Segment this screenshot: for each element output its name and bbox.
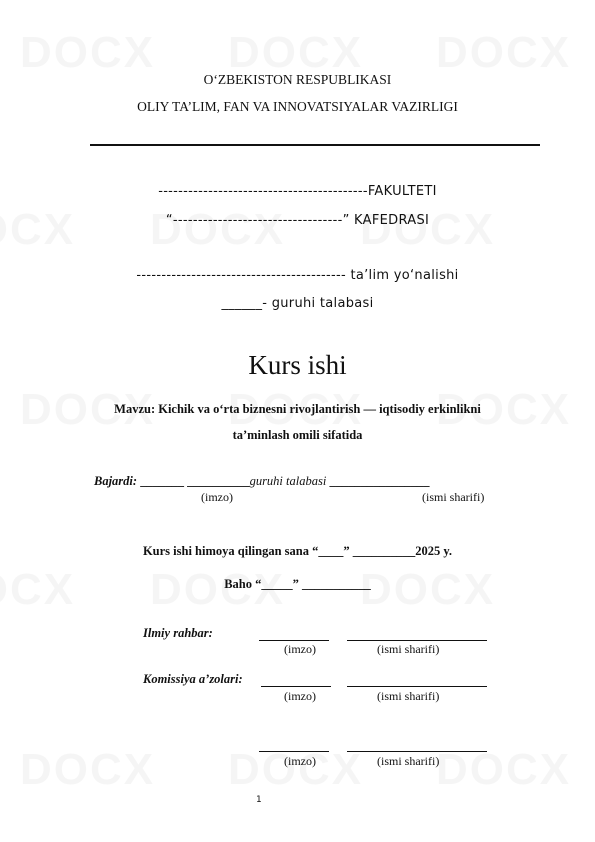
supervisor-name-caption: (ismi sharifi) (377, 642, 440, 656)
page-number: 1 (256, 795, 262, 805)
performer-sign-caption: (imzo) (201, 490, 233, 504)
grade-line: Baho “_____” ___________ (224, 577, 371, 591)
supervisor-name-line (347, 640, 487, 641)
department-line: “----------------------------------” KAFEDRASI (165, 213, 430, 228)
member-sign-caption: (imzo) (284, 754, 316, 768)
commission-sign-line (261, 686, 331, 687)
topic-text-1: Kichik va o‘rta biznesni rivojlantirish — iqtisodiy erkinlikni (158, 402, 481, 416)
commission-name-line (347, 686, 487, 687)
supervisor-sign-caption: (imzo) (284, 642, 316, 656)
watermark-text (228, 28, 363, 78)
watermark-text (228, 745, 363, 795)
country-heading: O‘ZBEKISTON RESPUBLIKASI (203, 72, 392, 87)
ministry-heading: OLIY TA’LIM, FAN VA INNOVATSIYALAR VAZIRLIGI (137, 99, 458, 114)
performer-label: Bajardi: (94, 474, 138, 488)
member-name-caption: (ismi sharifi) (377, 754, 440, 768)
member-sign-line (259, 751, 329, 752)
watermark-text (20, 745, 155, 795)
performer-blank-1: _______ (140, 474, 184, 488)
commission-sign-caption: (imzo) (284, 689, 316, 703)
performer-blank-2: __________ (187, 474, 250, 488)
defense-date-line: Kurs ishi himoya qilingan sana “____” __________2025 y. (142, 544, 453, 558)
watermark-text (20, 28, 155, 78)
document-title: Kurs ishi (248, 350, 347, 380)
group-line: ______- guruhi talabasi (221, 296, 374, 311)
member-name-line (347, 751, 487, 752)
performer-name-caption: (ismi sharifi) (422, 490, 485, 504)
direction-line: ------------------------------------------ ta’lim yo‘nalishi (136, 268, 459, 283)
topic-line-1 (0, 402, 595, 417)
supervisor-label: Ilmiy rahbar: (143, 626, 213, 640)
header-divider (90, 144, 540, 146)
topic-label: Mavzu: (114, 402, 156, 416)
commission-label: Komissiya a’zolari: (143, 672, 243, 686)
watermark-text (436, 745, 571, 795)
faculty-line: ------------------------------------------FAKULTETI (158, 184, 437, 199)
commission-name-caption: (ismi sharifi) (377, 689, 440, 703)
performer-row (94, 474, 429, 489)
watermark-text (436, 28, 571, 78)
performer-role: guruhi talabasi (249, 474, 327, 488)
supervisor-sign-line (259, 640, 329, 641)
performer-blank-3: ________________ (329, 474, 430, 488)
topic-line-2: ta’minlash omili sifatida (232, 428, 363, 442)
